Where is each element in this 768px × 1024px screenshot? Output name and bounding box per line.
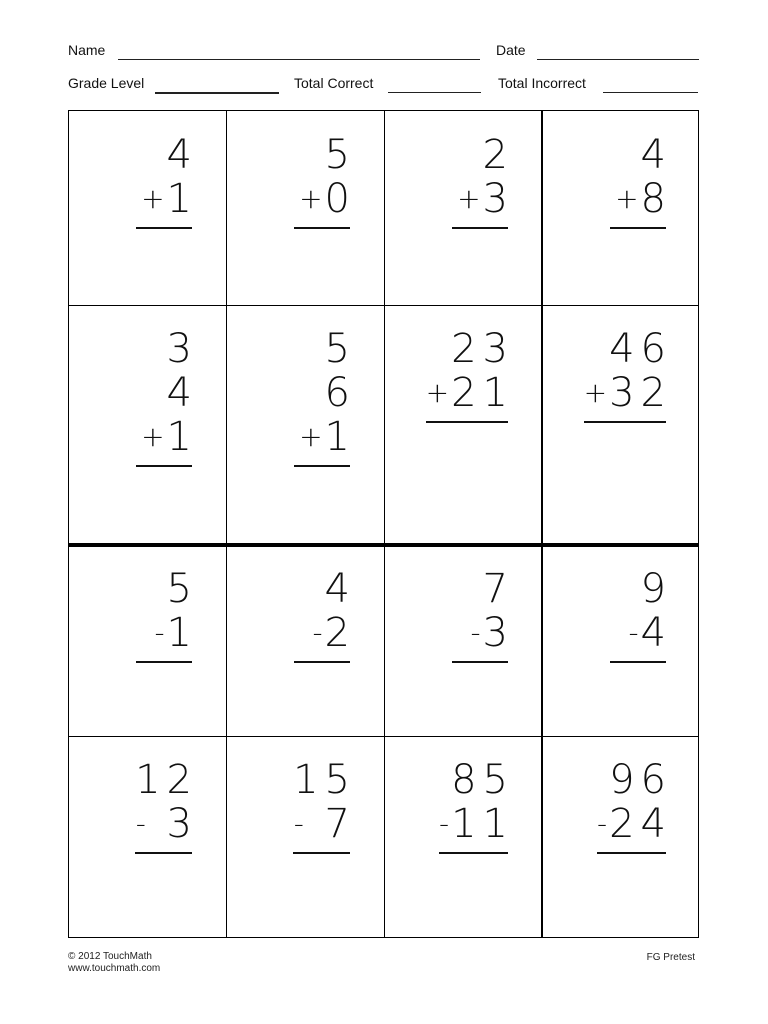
math-problem xyxy=(583,326,672,423)
math-problem xyxy=(452,132,514,229)
math-problem xyxy=(610,132,672,229)
date-label: Date xyxy=(496,42,526,58)
operand: 96 xyxy=(609,757,672,803)
plus-sign: + xyxy=(615,182,639,215)
operand: 4 xyxy=(324,566,356,612)
answer-line[interactable] xyxy=(610,661,666,663)
plus-sign: + xyxy=(425,376,450,409)
minus-sign: - xyxy=(135,807,146,840)
math-problem xyxy=(294,132,356,229)
plus-sign: + xyxy=(299,420,323,453)
minus-sign: - xyxy=(438,807,450,840)
plus-sign: + xyxy=(141,182,165,215)
operator-line xyxy=(294,415,356,459)
operator-line xyxy=(293,802,356,846)
total-incorrect-label: Total Incorrect xyxy=(498,75,586,91)
math-problem xyxy=(596,757,672,854)
answer-line[interactable] xyxy=(584,421,666,423)
problem-cell xyxy=(384,736,542,939)
operand: 2 xyxy=(324,610,356,656)
problem-cell xyxy=(69,545,226,736)
minus-sign: - xyxy=(596,807,608,840)
total-correct-field[interactable] xyxy=(388,92,481,93)
problem-cell xyxy=(69,736,226,939)
answer-line[interactable] xyxy=(597,852,666,854)
operand: 23 xyxy=(451,326,514,372)
total-correct-label: Total Correct xyxy=(294,75,374,91)
problem-cell xyxy=(384,305,542,545)
answer-line[interactable] xyxy=(426,421,508,423)
math-problem xyxy=(136,326,198,467)
math-problem xyxy=(136,132,198,229)
answer-line[interactable] xyxy=(439,852,508,854)
operand: 11 xyxy=(451,801,514,847)
problem-cell xyxy=(542,305,700,545)
operand: 1 xyxy=(166,414,198,460)
operand: 3 xyxy=(147,801,198,847)
answer-line[interactable] xyxy=(294,661,350,663)
operand: 5 xyxy=(166,566,198,612)
operand: 7 xyxy=(482,566,514,612)
operand: 4 xyxy=(640,132,672,178)
answer-line[interactable] xyxy=(293,852,350,854)
date-field[interactable] xyxy=(537,59,699,60)
math-problem xyxy=(425,326,514,423)
header-row-scores xyxy=(68,75,699,97)
problem-cell xyxy=(384,111,542,305)
math-problem xyxy=(438,757,514,854)
operator-line xyxy=(439,802,514,846)
plus-sign: + xyxy=(141,420,165,453)
math-problem xyxy=(293,757,356,854)
operand: 9 xyxy=(640,566,672,612)
operand: 2 xyxy=(482,132,514,178)
operand: 24 xyxy=(609,801,672,847)
operand: 85 xyxy=(451,757,514,803)
operator-line xyxy=(426,371,514,415)
operand: 1 xyxy=(166,610,198,656)
name-field[interactable] xyxy=(118,59,480,60)
operand: 12 xyxy=(135,757,198,803)
plus-sign: + xyxy=(457,182,481,215)
operand: 15 xyxy=(293,757,356,803)
operand: 46 xyxy=(609,326,672,372)
header-row-name-date xyxy=(68,42,699,64)
name-label: Name xyxy=(68,42,106,58)
problem-grid xyxy=(68,110,699,938)
operand: 8 xyxy=(640,176,672,222)
grade-level-field[interactable] xyxy=(155,92,279,94)
math-problem xyxy=(136,566,198,663)
minus-sign: - xyxy=(470,616,481,649)
answer-line[interactable] xyxy=(610,227,666,229)
operand: 4 xyxy=(640,610,672,656)
operand: 4 xyxy=(166,132,198,178)
answer-line[interactable] xyxy=(452,227,508,229)
operand: 3 xyxy=(482,176,514,222)
math-problem xyxy=(135,757,198,854)
minus-sign: - xyxy=(154,616,165,649)
operand: 1 xyxy=(166,176,198,222)
minus-sign: - xyxy=(293,807,304,840)
operand: 5 xyxy=(324,326,356,372)
operator-line xyxy=(294,177,356,221)
problem-cell xyxy=(542,111,700,305)
operator-line xyxy=(136,415,198,459)
operator-line xyxy=(452,177,514,221)
problem-cell xyxy=(542,545,700,736)
math-problem xyxy=(452,566,514,663)
problem-cell xyxy=(226,305,384,545)
problem-cell xyxy=(226,111,384,305)
operand: 0 xyxy=(324,176,356,222)
problem-cell xyxy=(226,545,384,736)
answer-line[interactable] xyxy=(294,465,350,467)
answer-line[interactable] xyxy=(294,227,350,229)
operand: 3 xyxy=(166,326,198,372)
operand: 6 xyxy=(324,370,356,416)
operand: 4 xyxy=(166,370,198,416)
operator-line xyxy=(610,177,672,221)
grade-level-label: Grade Level xyxy=(68,75,145,91)
operand: 3 xyxy=(482,610,514,656)
footer-left xyxy=(68,951,160,975)
plus-sign: + xyxy=(299,182,323,215)
answer-line[interactable] xyxy=(135,852,192,854)
operator-line xyxy=(610,611,672,655)
minus-sign: - xyxy=(312,616,323,649)
problem-cell xyxy=(69,305,226,545)
answer-line[interactable] xyxy=(136,465,192,467)
operator-line xyxy=(135,802,198,846)
problem-cell xyxy=(226,736,384,939)
math-problem xyxy=(294,326,356,467)
copyright-text: © 2012 TouchMath xyxy=(68,951,152,962)
minus-sign: - xyxy=(628,616,639,649)
operator-line xyxy=(597,802,672,846)
operator-line xyxy=(294,611,356,655)
math-problem xyxy=(294,566,356,663)
total-incorrect-field[interactable] xyxy=(603,92,698,93)
operand: 5 xyxy=(324,132,356,178)
answer-line[interactable] xyxy=(136,661,192,663)
answer-line[interactable] xyxy=(136,227,192,229)
problem-cell xyxy=(69,111,226,305)
problem-cell xyxy=(542,736,700,939)
operator-line xyxy=(136,611,198,655)
answer-line[interactable] xyxy=(452,661,508,663)
form-name: FG Pretest xyxy=(646,952,695,963)
website-text: www.touchmath.com xyxy=(68,963,161,974)
operand: 21 xyxy=(451,370,514,416)
operator-line xyxy=(584,371,672,415)
operand: 7 xyxy=(305,801,356,847)
operator-line xyxy=(452,611,514,655)
plus-sign: + xyxy=(583,376,608,409)
operand: 32 xyxy=(609,370,672,416)
operand: 1 xyxy=(324,414,356,460)
math-problem xyxy=(610,566,672,663)
problem-cell xyxy=(384,545,542,736)
operator-line xyxy=(136,177,198,221)
